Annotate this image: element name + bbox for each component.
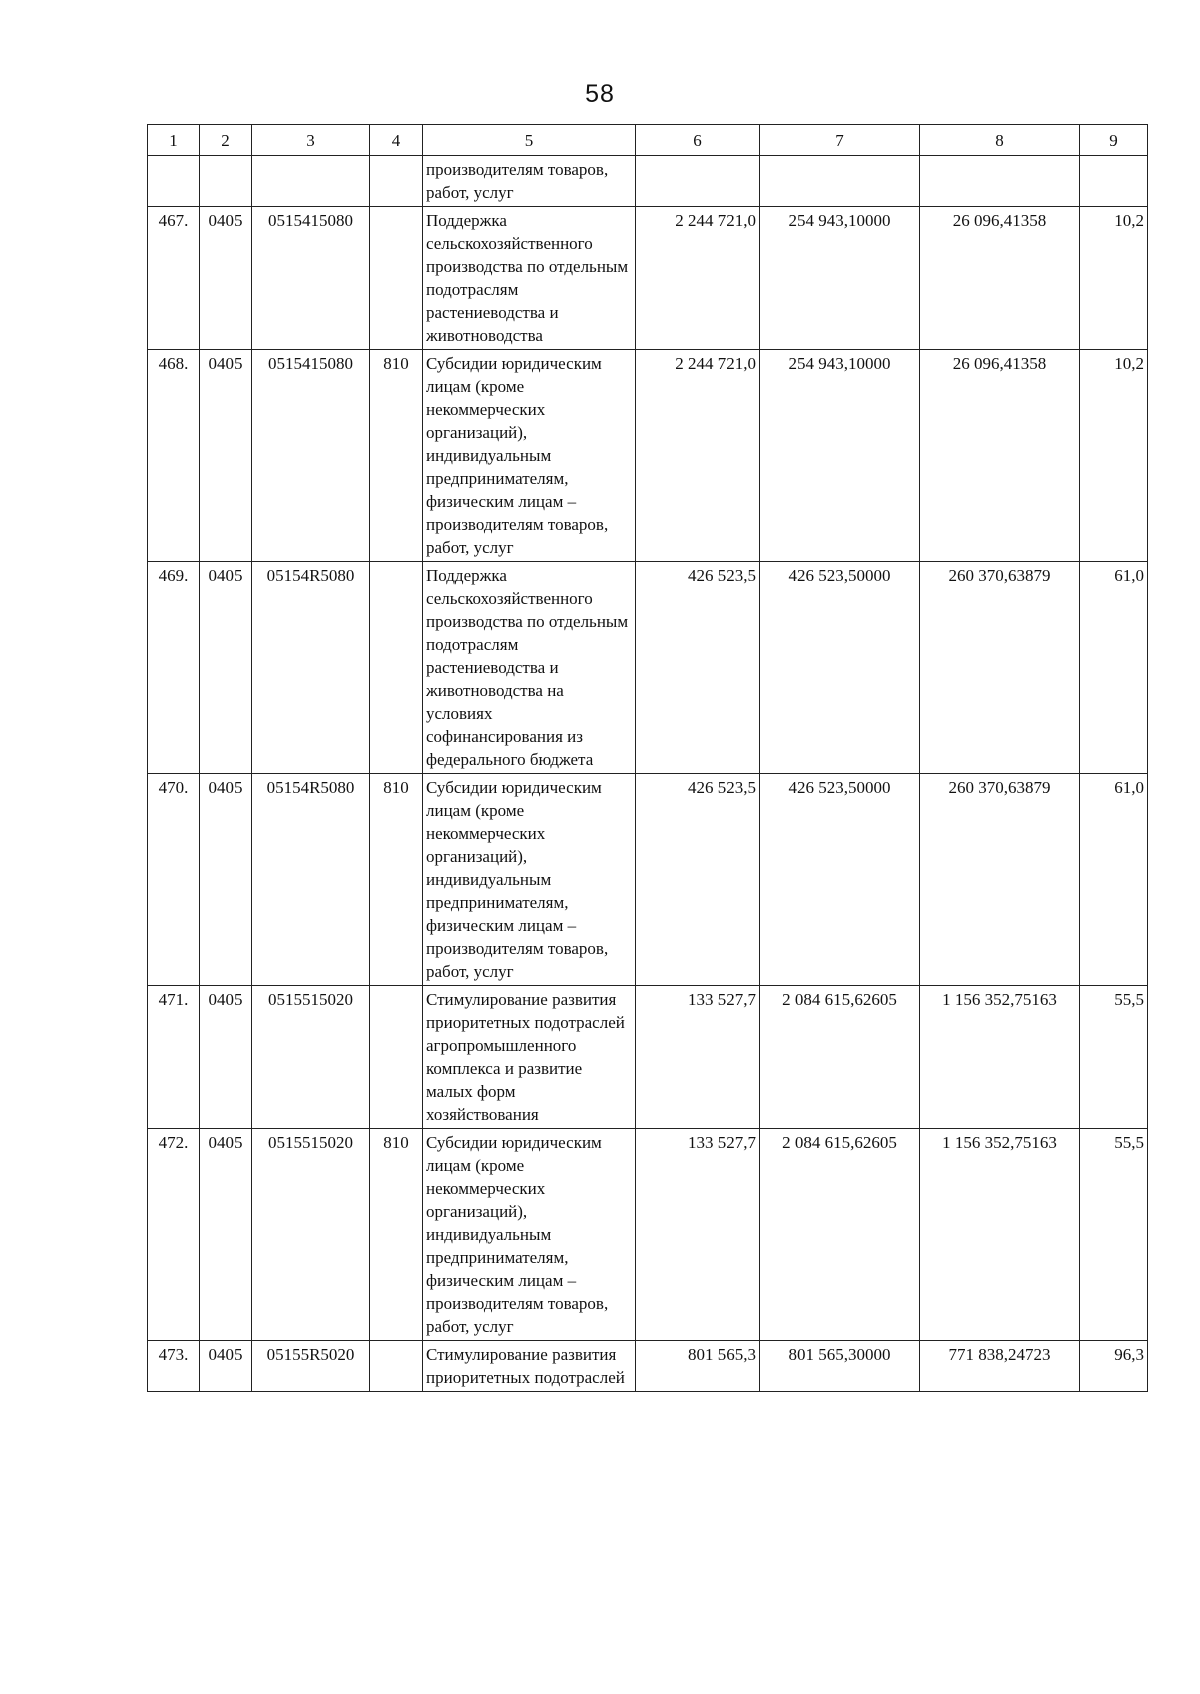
revised-amount: 2 084 615,62605 <box>760 986 920 1129</box>
executed-amount: 26 096,41358 <box>920 350 1080 562</box>
table-row <box>148 986 1148 1129</box>
item-name: Стимулирование развития приоритетных подотраслей <box>423 1341 636 1392</box>
row-number: 473. <box>148 1341 200 1392</box>
row-number <box>148 156 200 207</box>
revised-amount: 2 084 615,62605 <box>760 1129 920 1341</box>
budget-table <box>147 124 1148 1392</box>
section-code: 0405 <box>200 986 252 1129</box>
table-row <box>148 350 1148 562</box>
executed-amount: 771 838,24723 <box>920 1341 1080 1392</box>
page-number: 58 <box>585 80 615 108</box>
row-number: 468. <box>148 350 200 562</box>
executed-amount <box>920 156 1080 207</box>
column-header-1: 1 <box>148 125 200 156</box>
item-name: Субсидии юридическим лицам (кроме некоммерческих организаций), индивидуальным предпринимателям, физическим лицам – производителям товаров, работ, услуг <box>423 774 636 986</box>
expense-type-code <box>370 562 423 774</box>
column-header-7: 7 <box>760 125 920 156</box>
column-header-2: 2 <box>200 125 252 156</box>
expense-type-code: 810 <box>370 350 423 562</box>
executed-amount: 260 370,63879 <box>920 774 1080 986</box>
expense-type-code: 810 <box>370 1129 423 1341</box>
target-article-code: 0515415080 <box>252 350 370 562</box>
executed-amount: 26 096,41358 <box>920 207 1080 350</box>
approved-amount: 426 523,5 <box>636 562 760 774</box>
section-code: 0405 <box>200 350 252 562</box>
approved-amount: 133 527,7 <box>636 986 760 1129</box>
row-number: 471. <box>148 986 200 1129</box>
execution-percent <box>1080 156 1148 207</box>
column-header-4: 4 <box>370 125 423 156</box>
revised-amount: 426 523,50000 <box>760 562 920 774</box>
section-code <box>200 156 252 207</box>
item-name: Поддержка сельскохозяйственного производства по отдельным подотраслям растениеводства и животноводства <box>423 207 636 350</box>
executed-amount: 1 156 352,75163 <box>920 986 1080 1129</box>
column-header-3: 3 <box>252 125 370 156</box>
expense-type-code <box>370 156 423 207</box>
item-name: Поддержка сельскохозяйственного производства по отдельным подотраслям растениеводства и животноводства на условиях софинансирования из федерального бюджета <box>423 562 636 774</box>
row-number: 467. <box>148 207 200 350</box>
execution-percent: 55,5 <box>1080 1129 1148 1341</box>
table-header <box>148 125 1148 156</box>
section-code: 0405 <box>200 562 252 774</box>
approved-amount: 133 527,7 <box>636 1129 760 1341</box>
table-row <box>148 774 1148 986</box>
header-row <box>148 125 1148 156</box>
target-article-code: 0515415080 <box>252 207 370 350</box>
table-row <box>148 1341 1148 1392</box>
execution-percent: 61,0 <box>1080 774 1148 986</box>
column-header-9: 9 <box>1080 125 1148 156</box>
table-row <box>148 1129 1148 1341</box>
target-article-code: 05154R5080 <box>252 562 370 774</box>
execution-percent: 96,3 <box>1080 1341 1148 1392</box>
table-row <box>148 207 1148 350</box>
target-article-code: 0515515020 <box>252 986 370 1129</box>
execution-percent: 10,2 <box>1080 350 1148 562</box>
revised-amount: 254 943,10000 <box>760 207 920 350</box>
section-code: 0405 <box>200 207 252 350</box>
approved-amount: 2 244 721,0 <box>636 350 760 562</box>
table-row <box>148 156 1148 207</box>
executed-amount: 1 156 352,75163 <box>920 1129 1080 1341</box>
column-header-6: 6 <box>636 125 760 156</box>
expense-type-code <box>370 1341 423 1392</box>
target-article-code <box>252 156 370 207</box>
expense-type-code: 810 <box>370 774 423 986</box>
expense-type-code <box>370 207 423 350</box>
target-article-code: 05154R5080 <box>252 774 370 986</box>
execution-percent: 10,2 <box>1080 207 1148 350</box>
table-body <box>148 156 1148 1392</box>
execution-percent: 61,0 <box>1080 562 1148 774</box>
item-name: производителям товаров, работ, услуг <box>423 156 636 207</box>
approved-amount <box>636 156 760 207</box>
approved-amount: 2 244 721,0 <box>636 207 760 350</box>
expense-type-code <box>370 986 423 1129</box>
target-article-code: 0515515020 <box>252 1129 370 1341</box>
row-number: 469. <box>148 562 200 774</box>
item-name: Субсидии юридическим лицам (кроме некоммерческих организаций), индивидуальным предпринимателям, физическим лицам – производителям товаров, работ, услуг <box>423 1129 636 1341</box>
revised-amount <box>760 156 920 207</box>
section-code: 0405 <box>200 1129 252 1341</box>
section-code: 0405 <box>200 774 252 986</box>
approved-amount: 426 523,5 <box>636 774 760 986</box>
table-row <box>148 562 1148 774</box>
revised-amount: 426 523,50000 <box>760 774 920 986</box>
row-number: 472. <box>148 1129 200 1341</box>
executed-amount: 260 370,63879 <box>920 562 1080 774</box>
column-header-5: 5 <box>423 125 636 156</box>
section-code: 0405 <box>200 1341 252 1392</box>
row-number: 470. <box>148 774 200 986</box>
execution-percent: 55,5 <box>1080 986 1148 1129</box>
revised-amount: 801 565,30000 <box>760 1341 920 1392</box>
item-name: Стимулирование развития приоритетных подотраслей агропромышленного комплекса и развитие малых форм хозяйствования <box>423 986 636 1129</box>
target-article-code: 05155R5020 <box>252 1341 370 1392</box>
revised-amount: 254 943,10000 <box>760 350 920 562</box>
item-name: Субсидии юридическим лицам (кроме некоммерческих организаций), индивидуальным предпринимателям, физическим лицам – производителям товаров, работ, услуг <box>423 350 636 562</box>
approved-amount: 801 565,3 <box>636 1341 760 1392</box>
column-header-8: 8 <box>920 125 1080 156</box>
